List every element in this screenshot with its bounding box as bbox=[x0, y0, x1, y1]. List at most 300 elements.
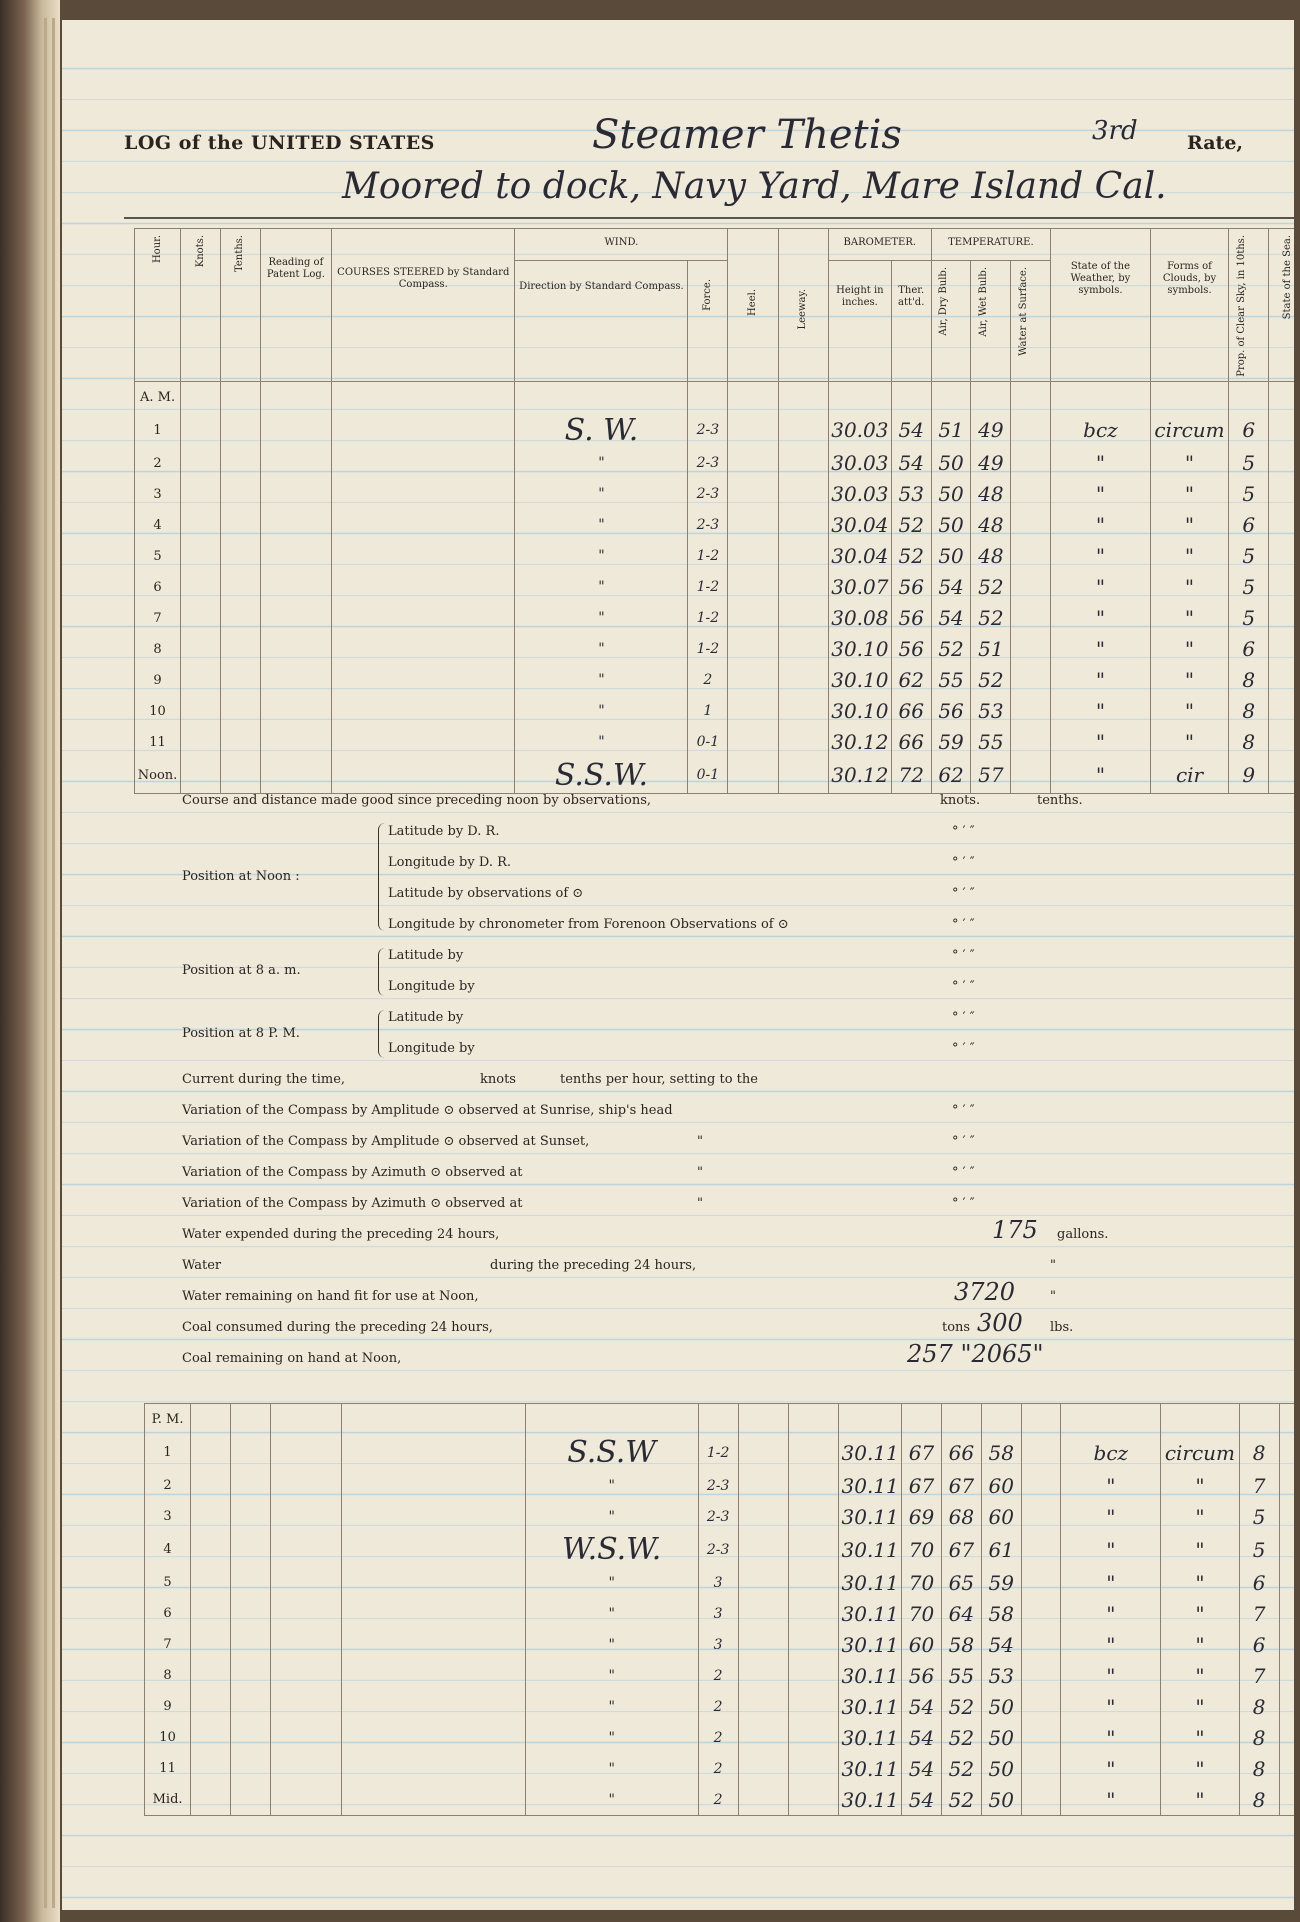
hour-cell: 6 bbox=[135, 572, 181, 603]
wet-bulb-cell: 50 bbox=[981, 1691, 1021, 1722]
coal-consumed-label: Coal consumed during the preceding 24 hours, bbox=[182, 1320, 493, 1335]
heel-cell bbox=[738, 1501, 788, 1532]
sea-state-cell bbox=[1279, 1567, 1294, 1598]
wet-bulb-cell: 51 bbox=[971, 634, 1011, 665]
sea-state-cell bbox=[1279, 1598, 1294, 1629]
dry-bulb-cell: 64 bbox=[941, 1598, 981, 1629]
wet-bulb-cell: 60 bbox=[981, 1501, 1021, 1532]
8pm-brace bbox=[378, 1010, 385, 1058]
patent-log-cell bbox=[270, 1753, 341, 1784]
log-row bbox=[145, 1435, 1295, 1470]
hour-cell: 2 bbox=[135, 448, 181, 479]
tenths-label: tenths. bbox=[1037, 793, 1083, 808]
tenths-cell bbox=[220, 665, 260, 696]
barometer-height-cell: 30.11 bbox=[839, 1435, 902, 1470]
sea-state-cell bbox=[1279, 1722, 1294, 1753]
barometer-height-cell: 30.03 bbox=[828, 448, 891, 479]
barometer-height-cell: 30.11 bbox=[839, 1501, 902, 1532]
ditto-mark: " bbox=[1050, 1258, 1056, 1273]
deg-marks: ° ′ ″ bbox=[952, 886, 975, 901]
clear-sky-cell: 9 bbox=[1229, 758, 1269, 794]
barometer-height-cell: 30.04 bbox=[828, 541, 891, 572]
thermometer-cell: 70 bbox=[902, 1598, 942, 1629]
col-leeway: Leeway. bbox=[778, 229, 828, 382]
dry-bulb-cell: 52 bbox=[941, 1784, 981, 1816]
tenths-cell bbox=[220, 696, 260, 727]
sea-state-cell bbox=[1269, 603, 1294, 634]
heel-cell bbox=[738, 1691, 788, 1722]
weather-cell: " bbox=[1061, 1501, 1161, 1532]
clouds-cell: " bbox=[1150, 572, 1229, 603]
position-8am-label: Position at 8 a. m. bbox=[182, 963, 301, 978]
leeway-cell bbox=[788, 1532, 838, 1567]
deg-marks: ° ′ ″ bbox=[952, 1010, 975, 1025]
var-azimuth-label: Variation of the Compass by Azimuth ⊙ observed at bbox=[182, 1165, 523, 1180]
force-cell: 2 bbox=[698, 1691, 738, 1722]
course-cell bbox=[342, 1629, 526, 1660]
knots-cell bbox=[181, 479, 221, 510]
clear-sky-cell: 8 bbox=[1229, 727, 1269, 758]
log-row bbox=[135, 634, 1295, 665]
wet-bulb-cell: 58 bbox=[981, 1435, 1021, 1470]
col-sea: State of the Sea. bbox=[1269, 229, 1294, 382]
patent-log-cell bbox=[270, 1660, 341, 1691]
course-cell bbox=[342, 1784, 526, 1816]
wind-direction-cell: " bbox=[525, 1660, 698, 1691]
force-cell: 0-1 bbox=[688, 727, 728, 758]
clouds-cell: " bbox=[1161, 1567, 1240, 1598]
patent-log-cell bbox=[270, 1598, 341, 1629]
col-wind: WIND. bbox=[515, 229, 728, 261]
clouds-cell: " bbox=[1150, 479, 1229, 510]
heel-cell bbox=[738, 1784, 788, 1816]
thermometer-cell: 70 bbox=[902, 1532, 942, 1567]
patent-log-cell bbox=[270, 1470, 341, 1501]
tenths-cell bbox=[230, 1435, 270, 1470]
heel-cell bbox=[728, 448, 778, 479]
tenths-cell bbox=[220, 541, 260, 572]
col-clear-sky: Prop. of Clear Sky, in 10ths. bbox=[1229, 229, 1269, 382]
thermometer-cell: 72 bbox=[891, 758, 931, 794]
heel-cell bbox=[738, 1722, 788, 1753]
dry-bulb-cell: 66 bbox=[941, 1435, 981, 1470]
water-temp-cell bbox=[1021, 1598, 1061, 1629]
force-cell: 2-3 bbox=[688, 510, 728, 541]
clouds-cell: " bbox=[1161, 1532, 1240, 1567]
leeway-cell bbox=[778, 510, 828, 541]
barometer-height-cell: 30.10 bbox=[828, 696, 891, 727]
sea-state-cell bbox=[1269, 479, 1294, 510]
patent-log-cell bbox=[260, 479, 331, 510]
knots-cell bbox=[191, 1691, 231, 1722]
lat-8pm-label: Latitude by bbox=[388, 1010, 464, 1025]
log-row bbox=[135, 510, 1295, 541]
coal-remaining-value: 257 "2065" bbox=[907, 1340, 1044, 1368]
log-row bbox=[135, 572, 1295, 603]
clear-sky-cell: 6 bbox=[1229, 634, 1269, 665]
col-temperature: TEMPERATURE. bbox=[931, 229, 1051, 261]
knots-cell bbox=[191, 1722, 231, 1753]
sea-state-cell bbox=[1269, 665, 1294, 696]
force-cell: 1-2 bbox=[688, 634, 728, 665]
wet-bulb-cell: 52 bbox=[971, 665, 1011, 696]
patent-log-cell bbox=[270, 1567, 341, 1598]
clear-sky-cell: 7 bbox=[1239, 1470, 1279, 1501]
barometer-height-cell: 30.07 bbox=[828, 572, 891, 603]
log-row bbox=[145, 1501, 1295, 1532]
force-cell: 1-2 bbox=[688, 572, 728, 603]
course-distance-label: Course and distance made good since preceding noon by observations, bbox=[182, 793, 652, 808]
knots-cell bbox=[191, 1629, 231, 1660]
coal-consumed-value: 300 bbox=[977, 1309, 1023, 1337]
wind-direction-cell: " bbox=[525, 1629, 698, 1660]
heel-cell bbox=[728, 479, 778, 510]
water-temp-cell bbox=[1011, 479, 1051, 510]
knots-cell bbox=[181, 603, 221, 634]
leeway-cell bbox=[778, 727, 828, 758]
clouds-cell: " bbox=[1161, 1470, 1240, 1501]
barometer-height-cell: 30.03 bbox=[828, 413, 891, 448]
barometer-height-cell: 30.12 bbox=[828, 727, 891, 758]
hour-cell: 10 bbox=[145, 1722, 191, 1753]
clouds-cell: " bbox=[1150, 634, 1229, 665]
log-row bbox=[135, 479, 1295, 510]
header-rule bbox=[124, 217, 1294, 219]
weather-cell: " bbox=[1061, 1629, 1161, 1660]
course-cell bbox=[342, 1722, 526, 1753]
force-cell: 2-3 bbox=[688, 448, 728, 479]
weather-cell: bcz bbox=[1061, 1435, 1161, 1470]
leeway-cell bbox=[778, 603, 828, 634]
knots-cell bbox=[191, 1532, 231, 1567]
tenths-cell bbox=[230, 1567, 270, 1598]
tenths-cell bbox=[230, 1691, 270, 1722]
leeway-cell bbox=[788, 1722, 838, 1753]
heel-cell bbox=[728, 758, 778, 794]
hour-cell: 5 bbox=[145, 1567, 191, 1598]
clouds-cell: " bbox=[1161, 1753, 1240, 1784]
knots-cell bbox=[191, 1598, 231, 1629]
col-heel: Heel. bbox=[728, 229, 778, 382]
page-edge bbox=[52, 18, 55, 1908]
tenths-cell bbox=[230, 1784, 270, 1816]
force-cell: 1-2 bbox=[698, 1435, 738, 1470]
var-azimuth-label-2: Variation of the Compass by Azimuth ⊙ observed at bbox=[182, 1196, 523, 1211]
thermometer-cell: 62 bbox=[891, 665, 931, 696]
col-water-surface: Water at Surface. bbox=[1011, 260, 1051, 381]
sea-state-cell bbox=[1269, 510, 1294, 541]
col-wind-direction: Direction by Standard Compass. bbox=[515, 260, 688, 381]
force-cell: 2 bbox=[698, 1753, 738, 1784]
var-sunset-label: Variation of the Compass by Amplitude ⊙ observed at Sunset, bbox=[182, 1134, 590, 1149]
log-row bbox=[145, 1598, 1295, 1629]
wind-direction-cell: " bbox=[515, 603, 688, 634]
wet-bulb-cell: 55 bbox=[971, 727, 1011, 758]
log-row bbox=[145, 1470, 1295, 1501]
course-cell bbox=[332, 448, 515, 479]
hour-cell: 10 bbox=[135, 696, 181, 727]
clouds-cell: " bbox=[1150, 727, 1229, 758]
sea-state-cell bbox=[1269, 572, 1294, 603]
log-row bbox=[145, 1567, 1295, 1598]
heel-cell bbox=[728, 634, 778, 665]
log-row bbox=[145, 1660, 1295, 1691]
force-cell: 3 bbox=[698, 1567, 738, 1598]
am-label: A. M. bbox=[135, 381, 181, 413]
course-cell bbox=[342, 1598, 526, 1629]
dry-bulb-cell: 67 bbox=[941, 1532, 981, 1567]
weather-cell: " bbox=[1051, 727, 1151, 758]
heel-cell bbox=[738, 1629, 788, 1660]
barometer-height-cell: 30.11 bbox=[839, 1598, 902, 1629]
dry-bulb-cell: 50 bbox=[931, 510, 971, 541]
tons-label: tons bbox=[942, 1320, 971, 1335]
log-page bbox=[62, 20, 1294, 1910]
wet-bulb-cell: 49 bbox=[971, 413, 1011, 448]
deg-marks: ° ′ ″ bbox=[952, 917, 975, 932]
rate-number: 3rd bbox=[1092, 116, 1138, 146]
log-title: LOG of the UNITED STATES bbox=[124, 132, 435, 154]
dry-bulb-cell: 62 bbox=[931, 758, 971, 794]
vessel-name: Steamer Thetis bbox=[592, 112, 902, 158]
long-8am-label: Longitude by bbox=[388, 979, 475, 994]
weather-cell: " bbox=[1051, 665, 1151, 696]
knots-cell bbox=[181, 448, 221, 479]
tenths-cell bbox=[220, 448, 260, 479]
sea-state-cell bbox=[1269, 448, 1294, 479]
clouds-cell: " bbox=[1161, 1501, 1240, 1532]
wet-bulb-cell: 60 bbox=[981, 1470, 1021, 1501]
clear-sky-cell: 5 bbox=[1229, 572, 1269, 603]
tenths-cell bbox=[230, 1722, 270, 1753]
col-barometer: BAROMETER. bbox=[828, 229, 931, 261]
patent-log-cell bbox=[260, 727, 331, 758]
water-expended-value: 175 bbox=[992, 1216, 1038, 1244]
thermometer-cell: 54 bbox=[902, 1784, 942, 1816]
course-cell bbox=[342, 1660, 526, 1691]
dry-bulb-cell: 50 bbox=[931, 448, 971, 479]
clouds-cell: cir bbox=[1150, 758, 1229, 794]
wind-direction-cell: " bbox=[515, 510, 688, 541]
sea-state-cell bbox=[1279, 1753, 1294, 1784]
leeway-cell bbox=[778, 634, 828, 665]
location-line: Moored to dock, Navy Yard, Mare Island Cal. bbox=[342, 166, 1167, 207]
water-temp-cell bbox=[1011, 541, 1051, 572]
wind-direction-cell: " bbox=[515, 448, 688, 479]
dry-bulb-cell: 50 bbox=[931, 479, 971, 510]
col-ther: Ther. att'd. bbox=[891, 260, 931, 381]
water-temp-cell bbox=[1021, 1501, 1061, 1532]
force-cell: 2-3 bbox=[688, 413, 728, 448]
lbs-label: lbs. bbox=[1050, 1320, 1074, 1335]
water-temp-cell bbox=[1021, 1629, 1061, 1660]
log-row bbox=[145, 1629, 1295, 1660]
course-cell bbox=[342, 1501, 526, 1532]
pm-label: P. M. bbox=[145, 1404, 191, 1436]
wet-bulb-cell: 48 bbox=[971, 510, 1011, 541]
weather-cell: " bbox=[1061, 1691, 1161, 1722]
water-temp-cell bbox=[1011, 603, 1051, 634]
force-cell: 0-1 bbox=[688, 758, 728, 794]
dry-bulb-cell: 68 bbox=[941, 1501, 981, 1532]
thermometer-cell: 66 bbox=[891, 727, 931, 758]
leeway-cell bbox=[788, 1629, 838, 1660]
heel-cell bbox=[738, 1435, 788, 1470]
course-cell bbox=[332, 634, 515, 665]
col-patent-log: Reading of Patent Log. bbox=[260, 229, 331, 382]
wet-bulb-cell: 50 bbox=[981, 1722, 1021, 1753]
long-dr-label: Longitude by D. R. bbox=[388, 855, 511, 870]
heel-cell bbox=[728, 541, 778, 572]
hour-cell: 1 bbox=[135, 413, 181, 448]
leeway-cell bbox=[778, 758, 828, 794]
tenths-cell bbox=[230, 1753, 270, 1784]
deg-marks: ° ′ ″ bbox=[952, 824, 975, 839]
hour-cell: 11 bbox=[135, 727, 181, 758]
water-temp-cell bbox=[1021, 1470, 1061, 1501]
hour-cell: 4 bbox=[135, 510, 181, 541]
col-force: Force. bbox=[688, 260, 728, 381]
clouds-cell: " bbox=[1150, 510, 1229, 541]
knots-cell bbox=[191, 1784, 231, 1816]
clear-sky-cell: 8 bbox=[1239, 1722, 1279, 1753]
barometer-height-cell: 30.11 bbox=[839, 1691, 902, 1722]
heel-cell bbox=[738, 1532, 788, 1567]
barometer-height-cell: 30.03 bbox=[828, 479, 891, 510]
wind-direction-cell: " bbox=[525, 1784, 698, 1816]
wet-bulb-cell: 52 bbox=[971, 572, 1011, 603]
wind-direction-cell: " bbox=[515, 572, 688, 603]
deg-marks: ° ′ ″ bbox=[952, 1196, 975, 1211]
leeway-cell bbox=[788, 1691, 838, 1722]
sea-state-cell bbox=[1279, 1532, 1294, 1567]
sea-state-cell bbox=[1269, 758, 1294, 794]
gallons-label: gallons. bbox=[1057, 1227, 1109, 1242]
heel-cell bbox=[728, 727, 778, 758]
tenths-cell bbox=[230, 1660, 270, 1691]
tenths-cell bbox=[230, 1532, 270, 1567]
leeway-cell bbox=[778, 448, 828, 479]
clouds-cell: " bbox=[1161, 1691, 1240, 1722]
water-temp-cell bbox=[1011, 696, 1051, 727]
weather-cell: " bbox=[1061, 1753, 1161, 1784]
patent-log-cell bbox=[260, 696, 331, 727]
knots-cell bbox=[181, 696, 221, 727]
wet-bulb-cell: 52 bbox=[971, 603, 1011, 634]
clear-sky-cell: 6 bbox=[1239, 1629, 1279, 1660]
clear-sky-cell: 6 bbox=[1229, 510, 1269, 541]
tenths-cell bbox=[220, 413, 260, 448]
clear-sky-cell: 5 bbox=[1229, 448, 1269, 479]
clear-sky-cell: 5 bbox=[1239, 1532, 1279, 1567]
hour-cell: 9 bbox=[135, 665, 181, 696]
sea-state-cell bbox=[1269, 634, 1294, 665]
hour-cell: 3 bbox=[145, 1501, 191, 1532]
deg-marks: ° ′ ″ bbox=[952, 948, 975, 963]
deg-marks: ° ′ ″ bbox=[952, 1041, 975, 1056]
wind-direction-cell: S.S.W bbox=[525, 1435, 698, 1470]
clear-sky-cell: 8 bbox=[1239, 1784, 1279, 1816]
log-row bbox=[145, 1753, 1295, 1784]
deg-marks: ° ′ ″ bbox=[952, 979, 975, 994]
knots-cell bbox=[181, 413, 221, 448]
sea-state-cell bbox=[1279, 1629, 1294, 1660]
tenths-cell bbox=[220, 634, 260, 665]
knots-cell bbox=[191, 1753, 231, 1784]
noon-brace bbox=[378, 823, 385, 931]
sea-state-cell bbox=[1279, 1784, 1294, 1816]
barometer-height-cell: 30.11 bbox=[839, 1532, 902, 1567]
heel-cell bbox=[728, 510, 778, 541]
deg-marks: ° ′ ″ bbox=[952, 1134, 975, 1149]
hour-cell: 9 bbox=[145, 1691, 191, 1722]
wind-direction-cell: S. W. bbox=[515, 413, 688, 448]
water-remaining-value: 3720 bbox=[954, 1278, 1016, 1306]
hour-cell: 5 bbox=[135, 541, 181, 572]
clear-sky-cell: 8 bbox=[1239, 1691, 1279, 1722]
wind-direction-cell: " bbox=[525, 1722, 698, 1753]
dry-bulb-cell: 58 bbox=[941, 1629, 981, 1660]
patent-log-cell bbox=[270, 1501, 341, 1532]
tenths-cell bbox=[230, 1598, 270, 1629]
weather-cell: bcz bbox=[1051, 413, 1151, 448]
leeway-cell bbox=[778, 541, 828, 572]
wet-bulb-cell: 49 bbox=[971, 448, 1011, 479]
weather-cell: " bbox=[1051, 758, 1151, 794]
barometer-height-cell: 30.12 bbox=[828, 758, 891, 794]
force-cell: 2 bbox=[688, 665, 728, 696]
leeway-cell bbox=[788, 1567, 838, 1598]
thermometer-cell: 56 bbox=[902, 1660, 942, 1691]
heel-cell bbox=[728, 665, 778, 696]
heel-cell bbox=[738, 1753, 788, 1784]
force-cell: 3 bbox=[698, 1598, 738, 1629]
barometer-height-cell: 30.04 bbox=[828, 510, 891, 541]
course-cell bbox=[332, 696, 515, 727]
clouds-cell: " bbox=[1150, 603, 1229, 634]
force-cell: 2 bbox=[698, 1722, 738, 1753]
hour-cell: 8 bbox=[145, 1660, 191, 1691]
col-tenths: Tenths. bbox=[220, 229, 260, 382]
weather-cell: " bbox=[1061, 1660, 1161, 1691]
clouds-cell: " bbox=[1150, 448, 1229, 479]
wind-direction-cell: " bbox=[525, 1691, 698, 1722]
patent-log-cell bbox=[270, 1629, 341, 1660]
water-temp-cell bbox=[1011, 572, 1051, 603]
leeway-cell bbox=[788, 1598, 838, 1629]
thermometer-cell: 54 bbox=[902, 1722, 942, 1753]
force-cell: 2 bbox=[698, 1660, 738, 1691]
hour-cell: Mid. bbox=[145, 1784, 191, 1816]
knots-cell bbox=[181, 541, 221, 572]
thermometer-cell: 67 bbox=[902, 1470, 942, 1501]
dry-bulb-cell: 54 bbox=[931, 572, 971, 603]
wind-direction-cell: " bbox=[515, 665, 688, 696]
tenths-cell bbox=[220, 572, 260, 603]
wet-bulb-cell: 54 bbox=[981, 1629, 1021, 1660]
force-cell: 2-3 bbox=[698, 1532, 738, 1567]
clear-sky-cell: 6 bbox=[1229, 413, 1269, 448]
sea-state-cell bbox=[1269, 727, 1294, 758]
heel-cell bbox=[728, 413, 778, 448]
tenths-cell bbox=[230, 1470, 270, 1501]
course-cell bbox=[342, 1532, 526, 1567]
thermometer-cell: 70 bbox=[902, 1567, 942, 1598]
weather-cell: " bbox=[1061, 1784, 1161, 1816]
barometer-height-cell: 30.10 bbox=[828, 665, 891, 696]
clear-sky-cell: 5 bbox=[1229, 541, 1269, 572]
course-cell bbox=[342, 1567, 526, 1598]
